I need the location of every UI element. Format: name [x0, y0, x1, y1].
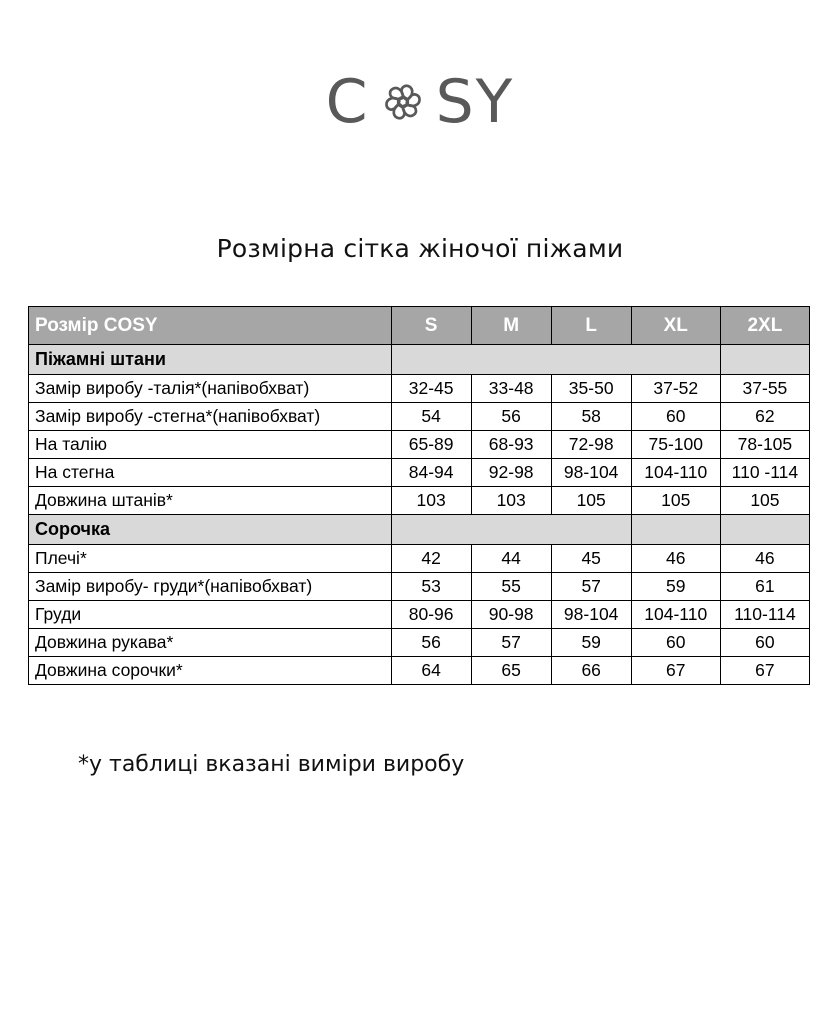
cell-waist-measure-s: 32-45: [391, 375, 471, 403]
cell-bust-xl: 104-110: [631, 601, 720, 629]
cell-bust-measure-l: 57: [551, 573, 631, 601]
section-row-shirt: [29, 515, 810, 545]
row-label-waist-measure: Замір виробу -талія*(напівобхват): [29, 375, 392, 403]
table-row: [29, 403, 810, 431]
header-cell-label: Розмір COSY: [29, 307, 392, 345]
cell-shirt-length-m: 65: [471, 657, 551, 685]
cell-bust-l: 98-104: [551, 601, 631, 629]
cell-hips-measure-l: 58: [551, 403, 631, 431]
cell-pants-length-m: 103: [471, 487, 551, 515]
cell-hips-xl: 104-110: [631, 459, 720, 487]
page-title: Розмірна сітка жіночої піжами: [216, 234, 624, 263]
row-label-sleeve-length: Довжина рукава*: [29, 629, 392, 657]
brand-logo: [0, 67, 840, 137]
header-cell-size-s: S: [391, 307, 471, 345]
table-row: [29, 629, 810, 657]
cell-hips-measure-2xl: 62: [720, 403, 809, 431]
cell-waist-s: 65-89: [391, 431, 471, 459]
cell-hips-s: 84-94: [391, 459, 471, 487]
cell-waist-m: 68-93: [471, 431, 551, 459]
cell-hips-2xl: 110 -114: [720, 459, 809, 487]
cell-bust-measure-m: 55: [471, 573, 551, 601]
header-cell-size-xl: XL: [631, 307, 720, 345]
section-spacer-shirt-xl: [631, 515, 720, 545]
cell-pants-length-s: 103: [391, 487, 471, 515]
row-label-shoulders: Плечі*: [29, 545, 392, 573]
cell-pants-length-xl: 105: [631, 487, 720, 515]
cell-bust-m: 90-98: [471, 601, 551, 629]
section-title-pants: Піжамні штани: [29, 345, 392, 375]
row-label-shirt-length: Довжина сорочки*: [29, 657, 392, 685]
cell-shoulders-m: 44: [471, 545, 551, 573]
cell-sleeve-length-2xl: 60: [720, 629, 809, 657]
cell-waist-l: 72-98: [551, 431, 631, 459]
row-label-pants-length: Довжина штанів*: [29, 487, 392, 515]
header-cell-size-l: L: [551, 307, 631, 345]
cell-bust-2xl: 110-114: [720, 601, 809, 629]
table-row: [29, 657, 810, 685]
row-label-hips-measure: Замір виробу -стегна*(напівобхват): [29, 403, 392, 431]
size-chart-table: [28, 306, 810, 685]
cell-bust-measure-2xl: 61: [720, 573, 809, 601]
cell-hips-measure-s: 54: [391, 403, 471, 431]
section-spacer-pants-2xl: [720, 345, 809, 375]
cell-waist-measure-m: 33-48: [471, 375, 551, 403]
cell-waist-measure-2xl: 37-55: [720, 375, 809, 403]
cell-pants-length-l: 105: [551, 487, 631, 515]
section-spacer-pants: [391, 345, 720, 375]
table-row: [29, 601, 810, 629]
table-row: [29, 487, 810, 515]
cell-sleeve-length-l: 59: [551, 629, 631, 657]
cell-bust-measure-s: 53: [391, 573, 471, 601]
cell-shirt-length-l: 66: [551, 657, 631, 685]
cell-waist-2xl: 78-105: [720, 431, 809, 459]
cell-shirt-length-2xl: 67: [720, 657, 809, 685]
table-row: [29, 573, 810, 601]
header-cell-size-2xl: 2XL: [720, 307, 809, 345]
table-row: [29, 375, 810, 403]
section-row-pants: [29, 345, 810, 375]
row-label-hips: На стегна: [29, 459, 392, 487]
cell-waist-measure-xl: 37-52: [631, 375, 720, 403]
cell-sleeve-length-s: 56: [391, 629, 471, 657]
cell-hips-m: 92-98: [471, 459, 551, 487]
cell-pants-length-2xl: 105: [720, 487, 809, 515]
cell-shoulders-xl: 46: [631, 545, 720, 573]
flower-ornament-icon: [373, 72, 433, 132]
cell-shoulders-2xl: 46: [720, 545, 809, 573]
table-row: [29, 431, 810, 459]
cell-shoulders-l: 45: [551, 545, 631, 573]
cell-sleeve-length-xl: 60: [631, 629, 720, 657]
footnote-text: *у таблиці вказані виміри виробу: [78, 752, 465, 777]
cell-waist-xl: 75-100: [631, 431, 720, 459]
table-row: [29, 545, 810, 573]
header-cell-size-m: M: [471, 307, 551, 345]
table-row: [29, 459, 810, 487]
row-label-bust: Груди: [29, 601, 392, 629]
cell-hips-l: 98-104: [551, 459, 631, 487]
cell-bust-measure-xl: 59: [631, 573, 720, 601]
cell-shirt-length-s: 64: [391, 657, 471, 685]
cell-hips-measure-m: 56: [471, 403, 551, 431]
table-header-row: [29, 307, 810, 345]
row-label-bust-measure: Замір виробу- груди*(напівобхват): [29, 573, 392, 601]
row-label-waist: На талію: [29, 431, 392, 459]
cell-shirt-length-xl: 67: [631, 657, 720, 685]
logo-letters-sy: SY: [435, 67, 515, 137]
size-chart-container: [28, 306, 810, 685]
cell-sleeve-length-m: 57: [471, 629, 551, 657]
cell-hips-measure-xl: 60: [631, 403, 720, 431]
section-spacer-shirt-2xl: [720, 515, 809, 545]
cell-bust-s: 80-96: [391, 601, 471, 629]
section-spacer-shirt: [391, 515, 631, 545]
logo-letter-c: C: [325, 67, 370, 137]
section-title-shirt: Сорочка: [29, 515, 392, 545]
cell-shoulders-s: 42: [391, 545, 471, 573]
cell-waist-measure-l: 35-50: [551, 375, 631, 403]
